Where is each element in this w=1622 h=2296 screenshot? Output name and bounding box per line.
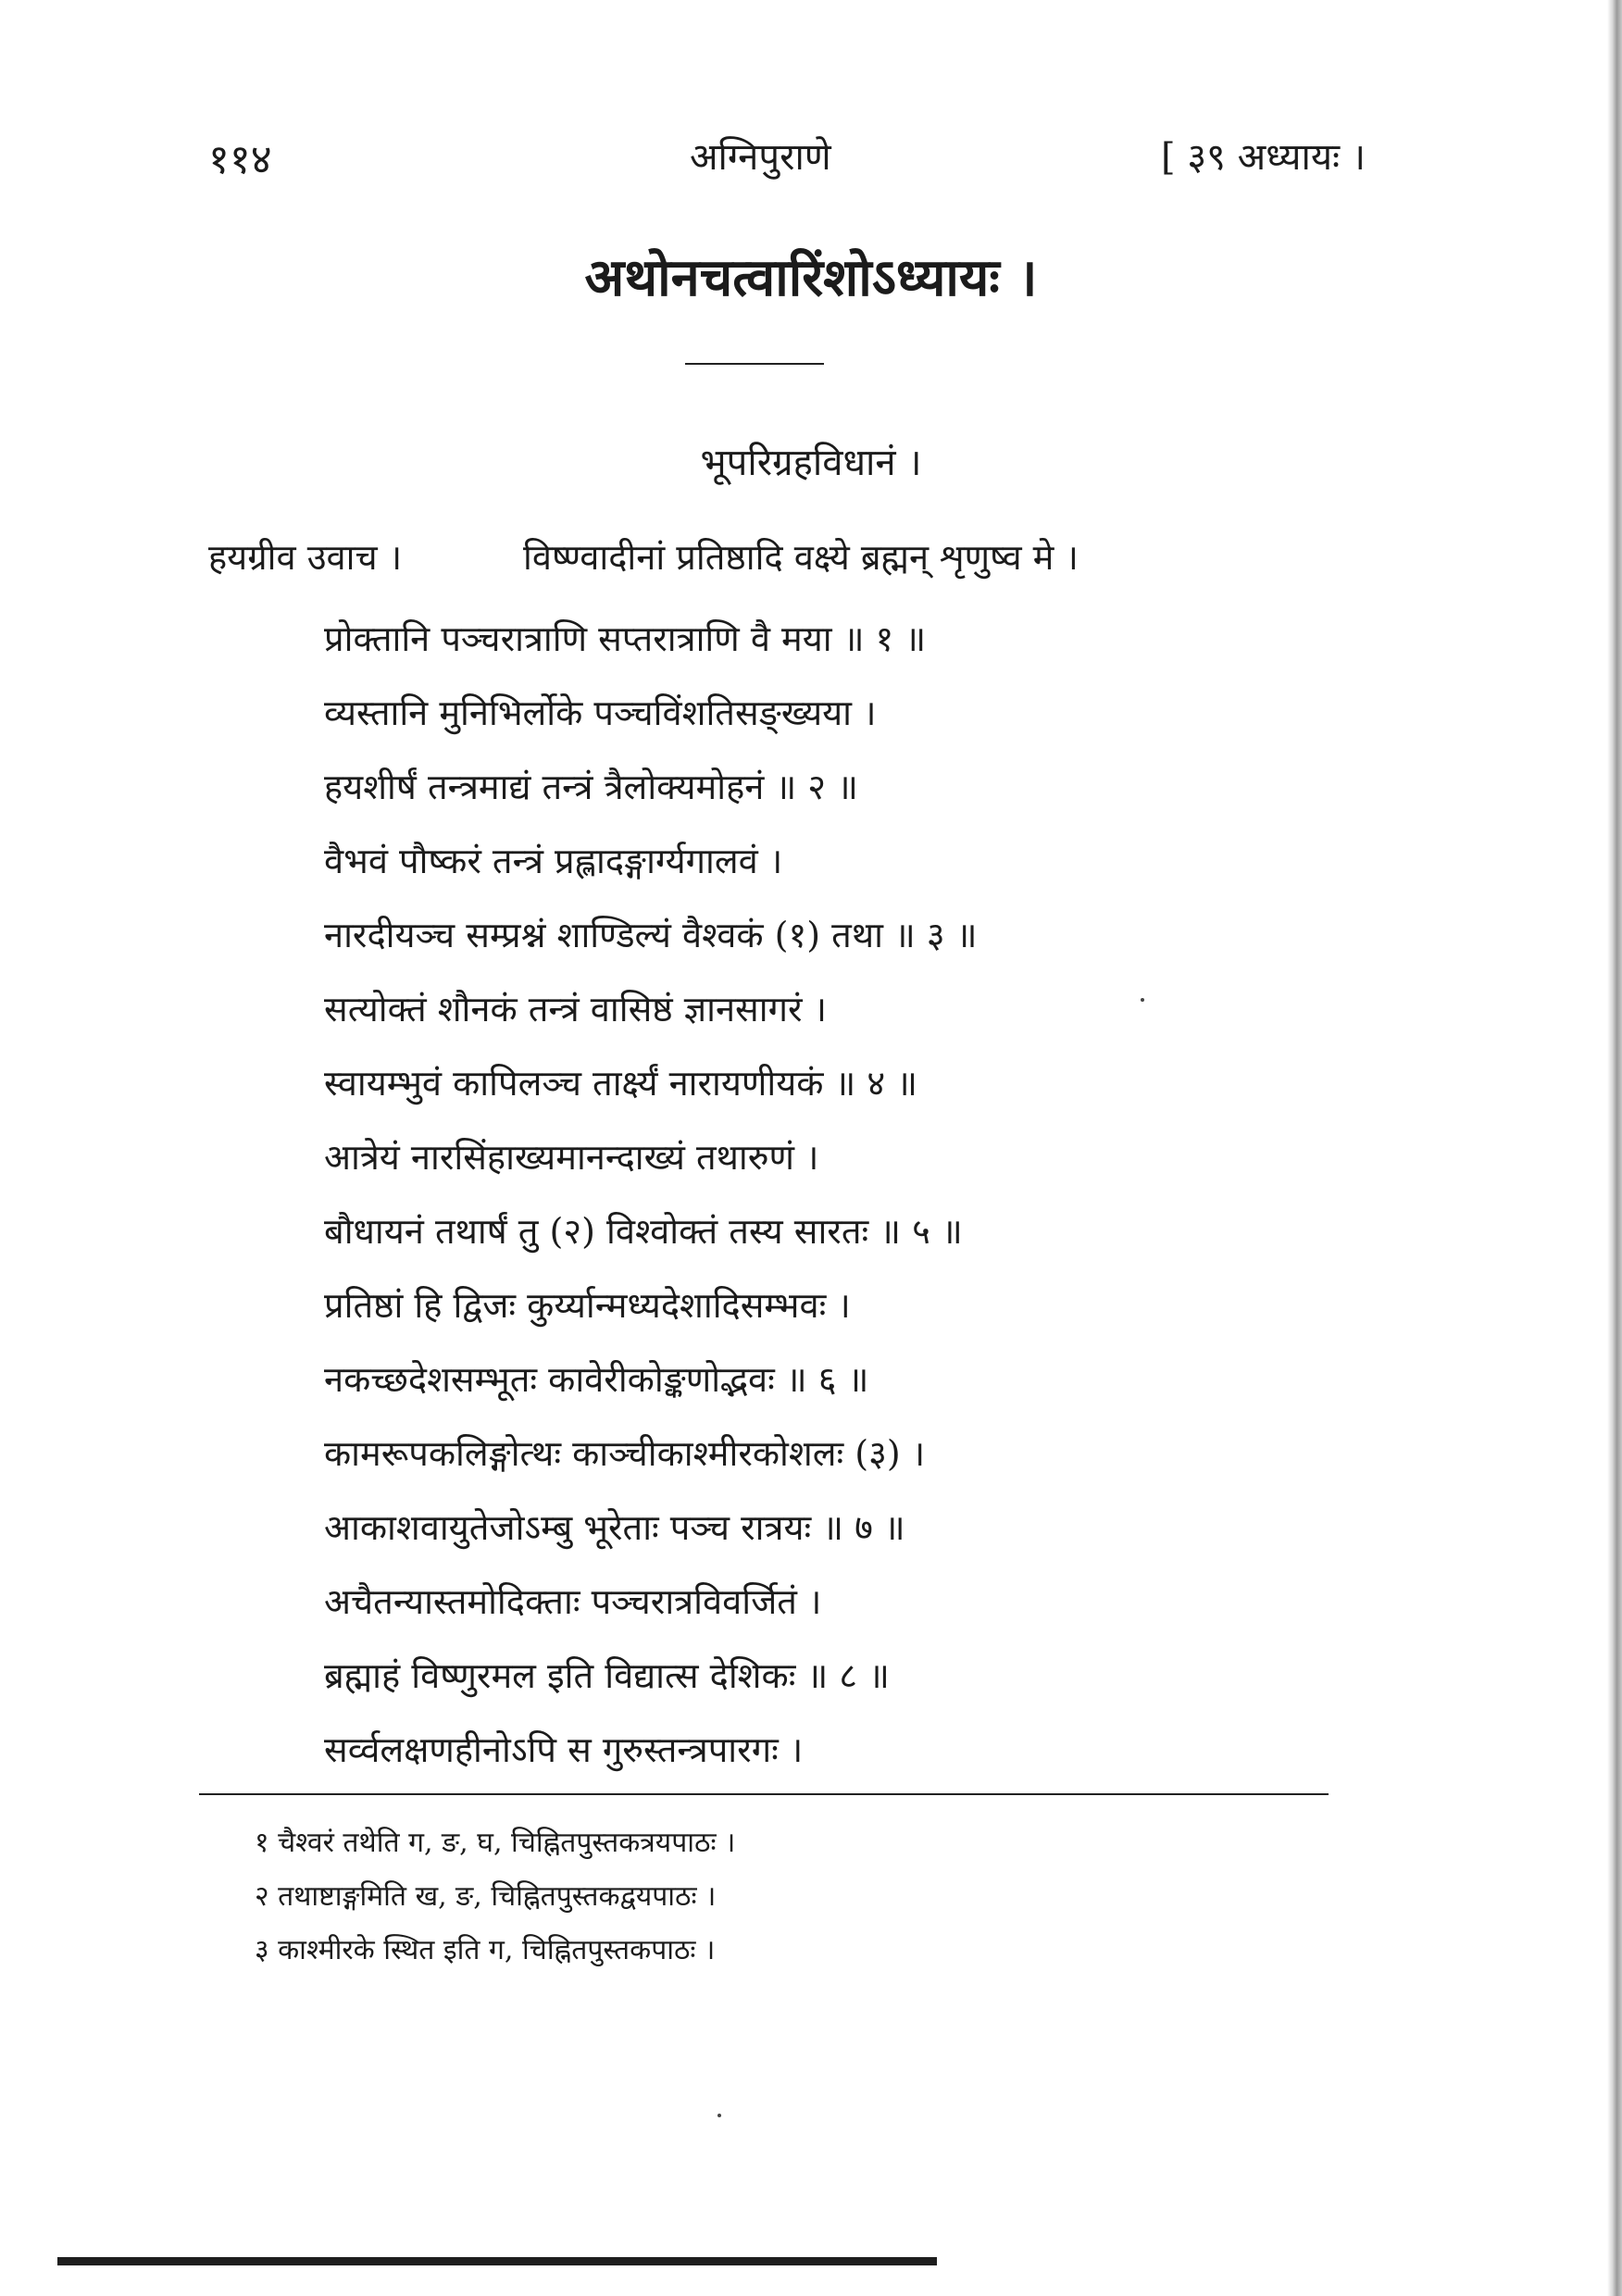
verse-line: हयशीर्षं तन्त्रमाद्यं तन्त्रं त्रैलोक्यमोहनं ॥ २ ॥ xyxy=(324,767,858,807)
verse-line: सर्व्वलक्षणहीनोऽपि स गुरुस्तन्त्रपारगः । xyxy=(324,1729,804,1770)
verse-list xyxy=(324,602,1250,1787)
verse-line: नकच्छदेशसम्भूतः कावेरीकोङ्कणोद्भवः ॥ ६ ॥ xyxy=(324,1359,869,1400)
running-head xyxy=(208,130,1366,185)
chapter-title: अथोनचत्वारिंशोऽध्यायः । xyxy=(584,247,1038,308)
verse-line: वैभवं पौष्करं तन्त्रं प्रह्लादङ्गार्ग्यगालवं । xyxy=(324,841,783,881)
scan-bottom-bar xyxy=(57,2257,937,2265)
scan-speck xyxy=(717,2114,721,2117)
verse-line: अचैतन्यास्तमोदिक्ताः पञ्चरात्रविवर्जितं । xyxy=(324,1581,822,1622)
footnote-list xyxy=(255,1816,1273,1978)
verse-line: ब्रह्माहं विष्णुरमल इति विद्यात्स देशिकः ॥ ८ ॥ xyxy=(324,1655,890,1696)
speaker-label: हयग्रीव उवाच । xyxy=(208,537,403,578)
speaker-line xyxy=(208,532,1319,580)
verse-line: प्रतिष्ठां हि द्विजः कुर्य्यान्मध्यदेशादिसम्भवः । xyxy=(324,1285,851,1326)
footnote-divider xyxy=(199,1793,1329,1795)
verse-line: कामरूपकलिङ्गोत्थः काञ्चीकाश्मीरकोशलः (३) । xyxy=(324,1433,926,1474)
page-number: ११४ xyxy=(208,136,272,183)
scan-speck xyxy=(1141,998,1144,1002)
footnote: २ तथाष्टाङ्गमिति ख, ङ, चिह्नितपुस्तकद्वयपाठः । xyxy=(255,1880,717,1913)
verse-line: आकाशवायुतेजोऽम्बु भूरेताः पञ्च रात्रयः ॥ ७ ॥ xyxy=(324,1507,905,1548)
verse-line: सत्योक्तं शौनकं तन्त्रं वासिष्ठं ज्ञानसागरं । xyxy=(324,989,827,1029)
verse-line: नारदीयञ्च सम्प्रश्नं शाण्डिल्यं वैश्वकं (१) तथा ॥ ३ ॥ xyxy=(324,915,978,955)
footnote: १ चैश्वरं तथेति ग, ङ, घ, चिह्नितपुस्तकत्रयपाठः । xyxy=(255,1827,736,1859)
book-title: अग्निपुराणे xyxy=(690,136,831,179)
scan-page-edge xyxy=(1607,0,1622,2296)
footnote: ३ काश्मीरके स्थित इति ग, चिह्नितपुस्तकपाठः । xyxy=(255,1934,716,1966)
speaker-verse: विष्ण्वादीनां प्रतिष्ठादि वक्ष्ये ब्रह्मन् शृणुष्व मे । xyxy=(523,537,1079,578)
title-divider xyxy=(685,363,824,365)
verse-line: प्रोक्तानि पञ्चरात्राणि सप्तरात्राणि वै मया ॥ १ ॥ xyxy=(324,618,927,659)
chapter-reference: [ ३९ अध्यायः । xyxy=(1161,136,1366,179)
verse-line: बौधायनं तथार्षं तु (२) विश्वोक्तं तस्य सारतः ॥ ५ ॥ xyxy=(324,1211,963,1252)
verse-line: स्वायम्भुवं कापिलञ्च तार्क्ष्यं नारायणीयकं ॥ ४ ॥ xyxy=(324,1063,917,1104)
verse-line: व्यस्तानि मुनिभिर्लोके पञ्चविंशतिसङ्ख्यया । xyxy=(324,693,877,733)
section-title: भूपरिग्रहविधानं । xyxy=(700,442,922,484)
verse-line: आत्रेयं नारसिंहाख्यमानन्दाख्यं तथारुणं । xyxy=(324,1137,819,1178)
